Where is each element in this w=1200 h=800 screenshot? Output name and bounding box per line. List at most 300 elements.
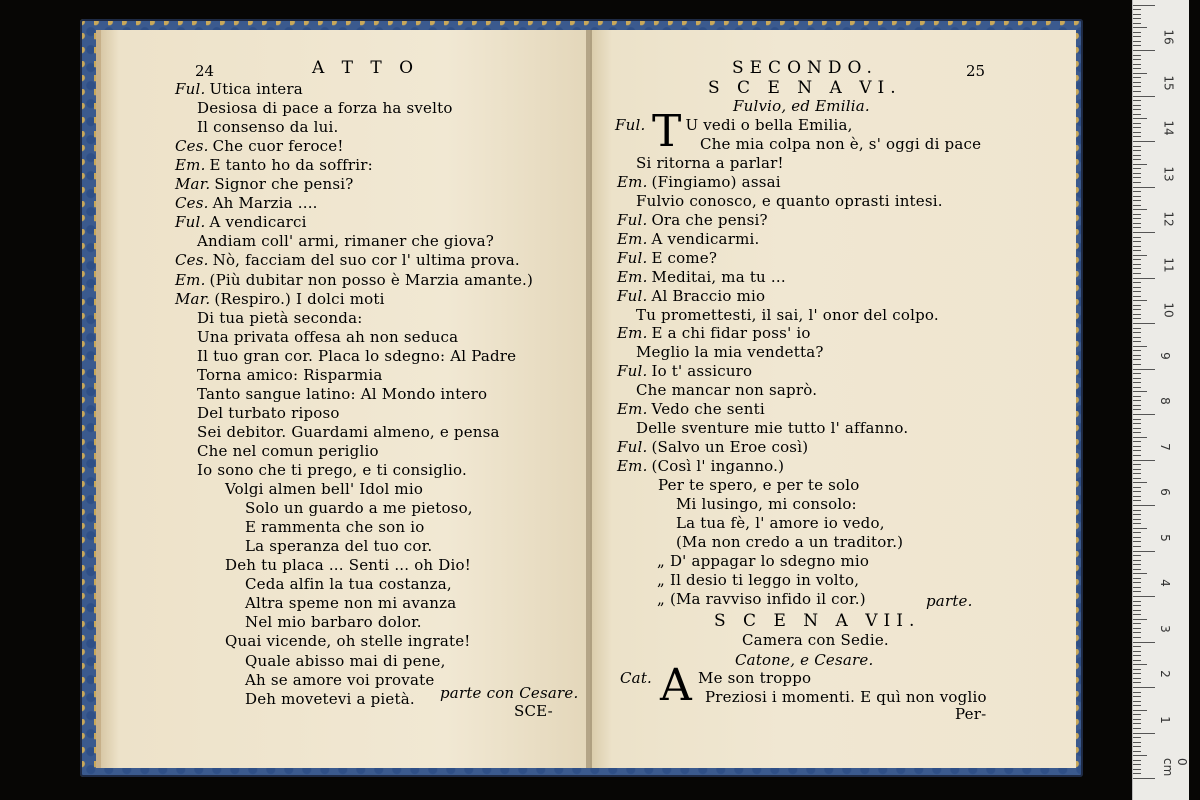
ruler-tick xyxy=(1133,223,1141,224)
ruler-tick xyxy=(1133,687,1155,688)
text-line xyxy=(175,80,303,99)
ruler-tick xyxy=(1133,318,1141,319)
verse-text: (Salvo un Eroe così) xyxy=(651,438,809,457)
ruler-tick xyxy=(1133,573,1147,574)
verse-text: Che mia colpa non è, s' oggi di pace xyxy=(700,134,982,153)
text-line xyxy=(617,211,768,230)
ruler-tick xyxy=(1133,564,1141,565)
ruler-tick xyxy=(1133,705,1141,706)
speaker-label: Ful. xyxy=(175,213,206,232)
ruler-tick xyxy=(1133,746,1141,747)
verse-text: Il tuo gran cor. Placa lo sdegno: Al Padre xyxy=(197,346,517,365)
text-line xyxy=(245,594,456,613)
ruler-tick xyxy=(1133,255,1147,256)
text-line xyxy=(245,690,415,709)
verse-text: Mi lusingo, mi consolo: xyxy=(676,495,857,513)
ruler-label: 13 xyxy=(1161,165,1176,182)
ruler-tick xyxy=(1133,155,1141,156)
ruler-tick xyxy=(1133,341,1141,342)
verse-text: Nel mio barbaro dolor. xyxy=(245,613,422,632)
ruler-tick xyxy=(1133,664,1147,665)
verse-text: Preziosi i momenti. E quì non voglio xyxy=(705,688,987,706)
measuring-ruler xyxy=(1132,0,1189,800)
ruler-tick xyxy=(1133,409,1141,410)
left-catchword: SCE- xyxy=(514,702,553,720)
text-line xyxy=(225,480,423,499)
ruler-tick xyxy=(1133,350,1141,351)
text-line xyxy=(617,249,717,268)
ruler-tick xyxy=(1133,623,1141,624)
ruler-tick xyxy=(1133,610,1141,611)
speaker-label: Mar. xyxy=(175,289,211,308)
ruler-tick xyxy=(1133,77,1141,78)
speaker-label: Ful. xyxy=(617,438,648,457)
ruler-label: 10 xyxy=(1161,302,1176,318)
text-line xyxy=(175,290,385,309)
ruler-tick xyxy=(1133,423,1141,424)
text-line xyxy=(617,438,808,457)
ruler-tick xyxy=(1133,760,1141,761)
ruler-tick xyxy=(1133,287,1141,288)
verse-text: Volgi almen bell' Idol mio xyxy=(225,480,424,499)
verse-text: (Fingiamo) assai xyxy=(651,172,781,191)
ruler-tick xyxy=(1133,146,1141,147)
verse-text: Al Braccio mio xyxy=(651,286,766,305)
verse-text: „ Il desio ti leggo in volto, xyxy=(657,570,860,589)
ruler-tick xyxy=(1133,259,1141,260)
ruler-tick xyxy=(1133,391,1147,392)
ruler-tick xyxy=(1133,714,1141,715)
book-gutter xyxy=(586,30,592,768)
verse-text: La tua fè, l' amore io vedo, xyxy=(676,513,885,532)
ruler-tick xyxy=(1133,655,1141,656)
text-line xyxy=(676,495,857,514)
text-line xyxy=(245,613,422,632)
text-line xyxy=(636,419,908,438)
ruler-tick xyxy=(1133,555,1141,556)
ruler-tick xyxy=(1133,514,1141,515)
ruler-tick xyxy=(1133,68,1141,69)
ruler-tick xyxy=(1133,560,1141,561)
ruler-label: 3 xyxy=(1157,624,1172,633)
verse-text: E tanto ho da soffrir: xyxy=(209,156,373,175)
text-line xyxy=(705,688,987,707)
ruler-label: 0 cm xyxy=(1161,758,1189,777)
text-line xyxy=(197,366,383,385)
ruler-tick xyxy=(1133,114,1141,115)
ruler-tick xyxy=(1133,45,1141,46)
ruler-tick xyxy=(1133,773,1141,774)
ruler-label: 7 xyxy=(1157,442,1172,451)
ruler-tick xyxy=(1133,628,1141,629)
ruler-tick xyxy=(1133,578,1141,579)
ruler-tick xyxy=(1133,710,1147,711)
verse-text: Una privata offesa ah non seduca xyxy=(197,327,459,346)
text-line xyxy=(197,442,379,461)
ruler-tick xyxy=(1133,123,1141,124)
verse-text: Utica intera xyxy=(209,80,303,98)
text-line xyxy=(676,533,903,552)
ruler-tick xyxy=(1133,18,1141,19)
verse-text: Io t' assicuro xyxy=(651,362,753,381)
text-line xyxy=(676,514,885,533)
verse-text: Il consenso da lui. xyxy=(197,118,339,137)
ruler-tick xyxy=(1133,414,1155,415)
right-catchword: Per- xyxy=(955,705,987,723)
ruler-tick xyxy=(1133,5,1155,6)
verse-text: Delle sventure mie tutto l' affanno. xyxy=(636,419,909,438)
text-line xyxy=(175,251,520,270)
text-line xyxy=(617,173,781,192)
ruler-tick xyxy=(1133,446,1141,447)
ruler-tick xyxy=(1133,591,1141,592)
speaker-label: Ful. xyxy=(617,210,648,229)
ruler-tick xyxy=(1133,278,1155,279)
ruler-tick xyxy=(1133,332,1141,333)
verse-text: Andiam coll' armi, rimaner che giova? xyxy=(197,232,495,251)
verse-text: Ceda alfin la tua costanza, xyxy=(245,575,452,594)
speaker-label: Ces. xyxy=(175,251,209,270)
verse-text: Tu promettesti, il sai, l' onor del colpo. xyxy=(636,305,939,324)
ruler-tick xyxy=(1133,405,1141,406)
verse-text: Deh movetevi a pietà. xyxy=(245,689,415,708)
ruler-tick xyxy=(1133,596,1155,597)
ruler-tick xyxy=(1133,500,1141,501)
left-stage-direction: parte con Cesare. xyxy=(440,684,579,702)
verse-text: Deh tu placa ... Senti ... oh Dio! xyxy=(225,556,471,575)
text-line xyxy=(636,381,817,400)
text-line xyxy=(197,347,516,366)
ruler-tick xyxy=(1133,673,1141,674)
verse-text: Ah Marzia .... xyxy=(212,194,318,213)
ruler-tick xyxy=(1133,551,1155,552)
ruler-tick xyxy=(1133,682,1141,683)
ruler-tick xyxy=(1133,305,1141,306)
ruler-tick xyxy=(1133,209,1147,210)
left-page-number: 24 xyxy=(195,62,215,80)
verse-text: Signor che pensi? xyxy=(214,175,354,194)
ruler-tick xyxy=(1133,64,1141,65)
text-line xyxy=(617,287,765,306)
right-stage-direction: parte. xyxy=(926,592,973,610)
text-line xyxy=(197,404,340,423)
ruler-tick xyxy=(1133,719,1141,720)
ruler-tick xyxy=(1133,27,1147,28)
verse-text: A vendicarci xyxy=(209,213,307,232)
verse-text: Per te spero, e per te solo xyxy=(658,476,860,495)
ruler-tick xyxy=(1133,100,1141,101)
left-running-head: A T T O xyxy=(312,58,420,78)
ruler-tick xyxy=(1133,696,1141,697)
ruler-tick xyxy=(1133,450,1141,451)
ruler-label: 8 xyxy=(1157,397,1172,405)
text-line xyxy=(620,669,811,688)
text-line xyxy=(175,194,318,213)
scene-vii-characters: Catone, e Cesare. xyxy=(735,651,874,669)
ruler-tick xyxy=(1133,250,1141,251)
ruler-tick xyxy=(1133,651,1141,652)
speaker-label: Em. xyxy=(617,229,648,248)
ruler-tick xyxy=(1133,464,1141,465)
ruler-label: 1 xyxy=(1157,715,1172,724)
speaker-label: Ful. xyxy=(617,248,648,267)
ruler-tick xyxy=(1133,23,1141,24)
ruler-tick xyxy=(1133,382,1141,383)
ruler-label: 16 xyxy=(1161,29,1176,45)
ruler-tick xyxy=(1133,177,1141,178)
ruler-tick xyxy=(1133,41,1141,42)
speaker-label: Cat. xyxy=(620,669,653,687)
ruler-tick xyxy=(1133,91,1141,92)
text-line xyxy=(197,118,338,137)
drop-cap-t: T xyxy=(652,106,682,157)
ruler-tick xyxy=(1133,232,1155,233)
ruler-tick xyxy=(1133,778,1155,779)
ruler-tick xyxy=(1133,168,1141,169)
ruler-tick xyxy=(1133,692,1141,693)
verse-text: Che nel comun periglio xyxy=(197,441,379,460)
verse-text: Tanto sangue latino: Al Mondo intero xyxy=(197,384,488,403)
ruler-tick xyxy=(1133,460,1155,461)
ruler-tick xyxy=(1133,300,1147,301)
speaker-label: Em. xyxy=(175,270,206,289)
verse-text: E a chi fidar poss' io xyxy=(651,324,811,343)
speaker-label: Ces. xyxy=(175,194,209,213)
verse-text: Ora che pensi? xyxy=(651,210,768,229)
ruler-tick xyxy=(1133,728,1141,729)
ruler-tick xyxy=(1133,96,1155,97)
ruler-tick xyxy=(1133,751,1141,752)
ruler-tick xyxy=(1133,437,1147,438)
ruler-tick xyxy=(1133,569,1141,570)
verse-text: A vendicarmi. xyxy=(651,229,760,248)
ruler-tick xyxy=(1133,519,1141,520)
ruler-tick xyxy=(1133,642,1155,643)
ruler-tick xyxy=(1133,528,1147,529)
ruler-tick xyxy=(1133,478,1141,479)
text-line xyxy=(175,175,354,194)
text-line xyxy=(197,385,487,404)
ruler-tick xyxy=(1133,214,1141,215)
verse-text: Quale abisso mai di pene, xyxy=(245,651,446,670)
verse-text: (Più dubitar non posso è Marzia amante.) xyxy=(209,270,534,289)
ruler-tick xyxy=(1133,541,1141,542)
ruler-tick xyxy=(1133,587,1141,588)
ruler-tick xyxy=(1133,678,1141,679)
ruler-tick xyxy=(1133,660,1141,661)
ruler-tick xyxy=(1133,532,1141,533)
ruler-tick xyxy=(1133,196,1141,197)
scene-vi-title: S C E N A VI. xyxy=(708,78,902,98)
text-line xyxy=(225,632,471,651)
verse-text: Fulvio conosco, e quanto oprasti intesi. xyxy=(636,191,943,210)
ruler-tick xyxy=(1133,218,1141,219)
ruler-tick xyxy=(1133,419,1141,420)
ruler-label: 9 xyxy=(1157,351,1172,360)
ruler-tick xyxy=(1133,36,1141,37)
text-line xyxy=(658,476,860,495)
verse-text: Meglio la mia vendetta? xyxy=(636,343,824,362)
text-line xyxy=(245,537,432,556)
verse-text: E come? xyxy=(651,248,718,267)
text-line xyxy=(617,400,765,419)
ruler-tick xyxy=(1133,182,1141,183)
ruler-tick xyxy=(1133,619,1147,620)
verse-text: Vedo che senti xyxy=(651,400,765,419)
text-line xyxy=(615,116,853,135)
ruler-tick xyxy=(1133,32,1141,33)
ruler-tick xyxy=(1133,55,1141,56)
text-line xyxy=(245,499,473,518)
ruler-tick xyxy=(1133,510,1141,511)
verse-text: (Respiro.) I dolci moti xyxy=(214,289,385,308)
ruler-tick xyxy=(1133,82,1141,83)
right-running-head: SECONDO. xyxy=(732,58,878,78)
speaker-label: Ces. xyxy=(175,137,209,156)
ruler-tick xyxy=(1133,614,1141,615)
text-line xyxy=(245,575,452,594)
speaker-label: Ful. xyxy=(617,362,648,381)
ruler-tick xyxy=(1133,400,1141,401)
ruler-tick xyxy=(1133,769,1141,770)
ruler-tick xyxy=(1133,50,1155,51)
verse-text: Si ritorna a parlar! xyxy=(636,153,784,172)
ruler-tick xyxy=(1133,282,1141,283)
text-line xyxy=(636,306,939,325)
ruler-tick xyxy=(1133,441,1141,442)
speaker-label: Mar. xyxy=(175,175,211,194)
ruler-tick xyxy=(1133,314,1141,315)
ruler-tick xyxy=(1133,273,1141,274)
text-line xyxy=(197,461,467,480)
ruler-tick xyxy=(1133,268,1141,269)
verse-text: „ (Ma ravviso infido il cor.) xyxy=(657,589,866,608)
verse-text: (Ma non credo a un traditor.) xyxy=(676,532,904,551)
text-line xyxy=(245,671,434,690)
ruler-tick xyxy=(1133,73,1147,74)
scene-vii-setting: Camera con Sedie. xyxy=(742,631,889,649)
ruler-tick xyxy=(1133,291,1141,292)
text-line xyxy=(197,309,362,328)
ruler-tick xyxy=(1133,328,1141,329)
verse-text: E rammenta che son io xyxy=(245,518,425,537)
speaker-label: Em. xyxy=(617,267,648,286)
ruler-tick xyxy=(1133,523,1141,524)
ruler-tick xyxy=(1133,296,1141,297)
ruler-tick xyxy=(1133,646,1141,647)
ruler-tick xyxy=(1133,669,1141,670)
ruler-tick xyxy=(1133,200,1141,201)
verse-text: Solo un guardo a me pietoso, xyxy=(245,499,473,518)
ruler-tick xyxy=(1133,14,1141,15)
speaker-label: Ful. xyxy=(617,286,648,305)
text-line xyxy=(197,232,494,251)
ruler-tick xyxy=(1133,601,1141,602)
text-line xyxy=(657,590,866,609)
ruler-tick xyxy=(1133,755,1147,756)
text-line xyxy=(657,571,859,590)
ruler-tick xyxy=(1133,9,1141,10)
scene-vii-title: S C E N A VII. xyxy=(714,611,921,631)
ruler-label: 11 xyxy=(1161,256,1176,273)
ruler-label: 5 xyxy=(1157,533,1172,542)
scene-vi-characters: Fulvio, ed Emilia. xyxy=(733,97,870,115)
ruler-tick xyxy=(1133,491,1141,492)
ruler-label: 4 xyxy=(1157,579,1172,587)
text-line xyxy=(617,324,811,343)
drop-cap-a: A xyxy=(660,660,692,711)
ruler-tick xyxy=(1133,487,1141,488)
ruler-tick xyxy=(1133,136,1141,137)
ruler-tick xyxy=(1133,482,1147,483)
text-line xyxy=(197,423,500,442)
ruler-tick xyxy=(1133,59,1141,60)
ruler-tick xyxy=(1133,141,1155,142)
text-line xyxy=(657,552,869,571)
ruler-tick xyxy=(1133,309,1141,310)
ruler-tick xyxy=(1133,205,1141,206)
speaker-label: Em. xyxy=(617,172,648,191)
ruler-tick xyxy=(1133,191,1141,192)
ruler-tick xyxy=(1133,455,1141,456)
verse-text: Ah se amore voi provate xyxy=(245,670,435,689)
text-line xyxy=(197,328,458,347)
speaker-label: Em. xyxy=(617,457,648,476)
ruler-tick xyxy=(1133,473,1141,474)
ruler-tick xyxy=(1133,428,1141,429)
ruler-tick xyxy=(1133,359,1141,360)
text-line xyxy=(617,230,759,249)
speaker-label: Em. xyxy=(175,156,206,175)
speaker-label: Em. xyxy=(617,324,648,343)
ruler-tick xyxy=(1133,159,1141,160)
text-line xyxy=(175,213,307,232)
ruler-tick xyxy=(1133,469,1141,470)
ruler-tick xyxy=(1133,701,1141,702)
verse-text: Desiosa di pace a forza ha svelto xyxy=(197,99,453,118)
verse-text: Altra speme non mi avanza xyxy=(245,594,457,613)
ruler-tick xyxy=(1133,505,1155,506)
ruler-tick xyxy=(1133,355,1141,356)
speaker-label: Ful. xyxy=(615,116,646,134)
verse-text: U vedi o bella Emilia, xyxy=(685,116,853,134)
ruler-tick xyxy=(1133,132,1141,133)
ruler-tick xyxy=(1133,237,1141,238)
ruler-tick xyxy=(1133,105,1141,106)
ruler-tick xyxy=(1133,378,1141,379)
text-line xyxy=(617,457,784,476)
ruler-tick xyxy=(1133,241,1141,242)
ruler-tick xyxy=(1133,737,1141,738)
ruler-tick xyxy=(1133,109,1141,110)
verse-text: La speranza del tuo cor. xyxy=(245,537,433,556)
verse-text: Me son troppo xyxy=(698,669,812,687)
ruler-tick xyxy=(1133,537,1141,538)
ruler-tick xyxy=(1133,369,1155,370)
text-line xyxy=(245,652,446,671)
verse-text: Che mancar non saprò. xyxy=(636,381,818,400)
text-line xyxy=(245,518,424,537)
ruler-tick xyxy=(1133,605,1141,606)
verse-text: Sei debitor. Guardami almeno, e pensa xyxy=(197,422,500,441)
verse-text: Di tua pietà seconda: xyxy=(197,308,363,327)
text-line xyxy=(175,156,373,175)
text-line xyxy=(636,192,943,211)
speaker-label: Ful. xyxy=(175,80,206,98)
ruler-tick xyxy=(1133,496,1141,497)
ruler-tick xyxy=(1133,432,1141,433)
ruler-tick xyxy=(1133,246,1141,247)
